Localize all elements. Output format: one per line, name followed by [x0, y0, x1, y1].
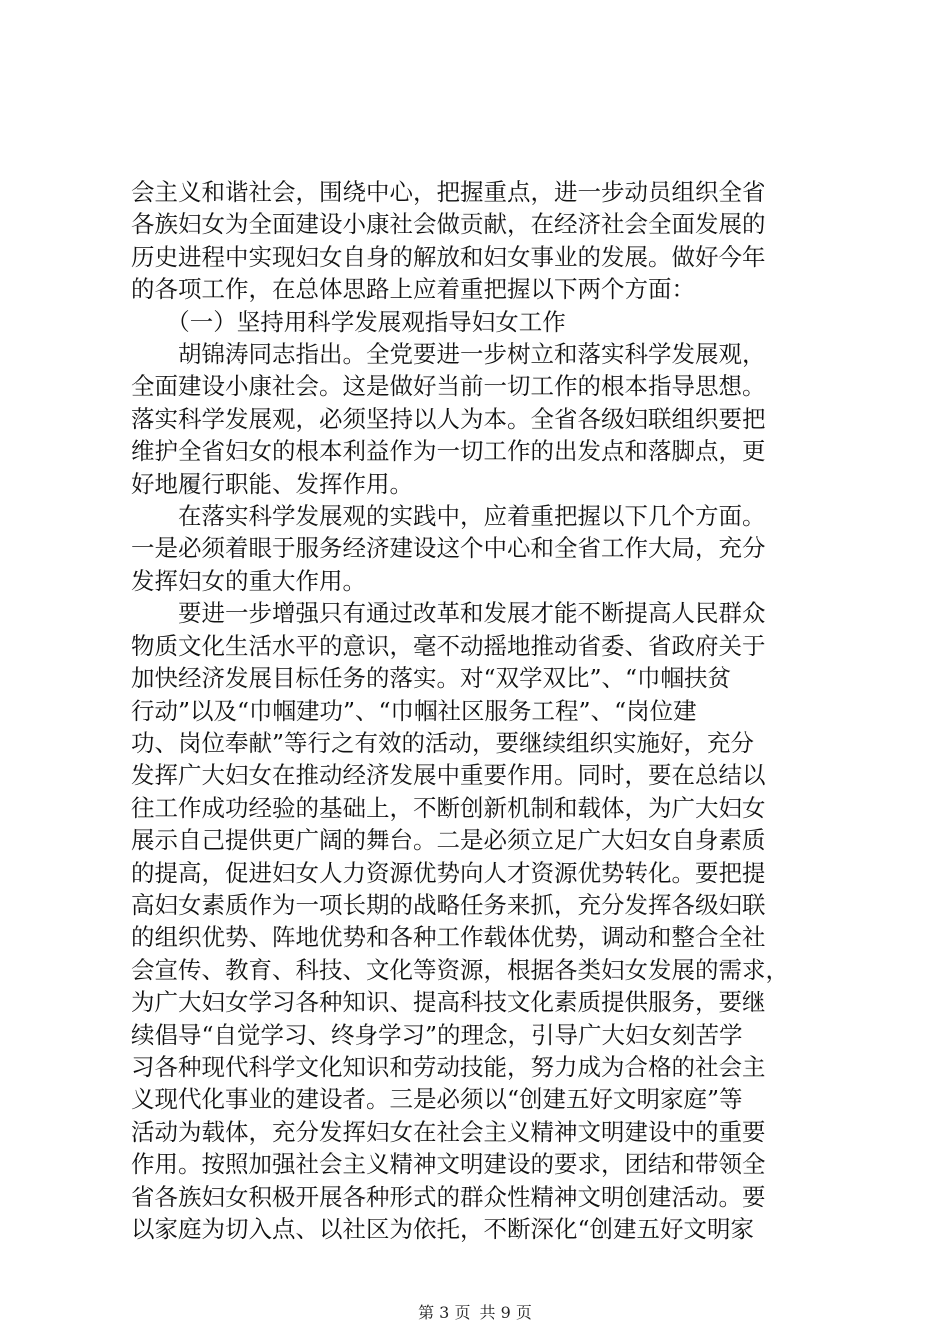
text-line: 历史进程中实现妇女自身的解放和妇女事业的发展。做好今年	[131, 242, 766, 271]
text-line: 物质文化生活水平的意识，毫不动摇地推动省委、省政府关于	[131, 631, 766, 660]
text-line: （一）坚持用科学发展观指导妇女工作	[131, 307, 566, 336]
text-line: 续倡导“自觉学习、终身学习”的理念，引导广大妇女刻苦学	[131, 1020, 743, 1049]
text-line: 加快经济发展目标任务的落实。对“双学双比”、“巾帼扶贫	[131, 664, 732, 693]
document-body	[131, 176, 831, 1245]
text-line: 以家庭为切入点、以社区为依托，不断深化“创建五好文明家	[131, 1215, 755, 1243]
text-line: 会宣传、教育、科技、文化等资源，根据各类妇女发展的需求，	[131, 955, 789, 984]
text-line: 高妇女素质作为一项长期的战略任务来抓，充分发挥各级妇联	[131, 890, 766, 919]
page-footer	[0, 1300, 950, 1323]
text-line: 为广大妇女学习各种知识、提高科技文化素质提供服务，要继	[131, 988, 766, 1017]
text-line: 各族妇女为全面建设小康社会做贡献，在经济社会全面发展的	[131, 210, 766, 239]
text-line: 维护全省妇女的根本利益作为一切工作的出发点和落脚点，更	[131, 437, 766, 466]
text-line: 功、岗位奉献”等行之有效的活动，要继续组织实施好，充分	[131, 728, 755, 757]
text-line: 作用。按照加强社会主义精神文明建设的要求，团结和带领全	[131, 1150, 766, 1179]
text-line: 在落实科学发展观的实践中，应着重把握以下几个方面。	[131, 502, 766, 531]
page-total: 共 9 页	[479, 1303, 532, 1322]
text-line: 往工作成功经验的基础上，不断创新机制和载体，为广大妇女	[131, 793, 766, 822]
text-line: 活动为载体，充分发挥妇女在社会主义精神文明建设中的重要	[131, 1117, 766, 1146]
text-line: 发挥妇女的重大作用。	[131, 566, 366, 595]
text-line: 的组织优势、阵地优势和各种工作载体优势，调动和整合全社	[131, 923, 766, 952]
text-line: 好地履行职能、发挥作用。	[131, 469, 413, 498]
text-line: 全面建设小康社会。这是做好当前一切工作的根本指导思想。	[131, 372, 766, 401]
text-line: 义现代化事业的建设者。三是必须以“创建五好文明家庭”等	[131, 1085, 743, 1114]
text-line: 省各族妇女积极开展各种形式的群众性精神文明创建活动。要	[131, 1182, 766, 1211]
page-number: 第 3 页	[418, 1303, 471, 1322]
text-line: 的各项工作，在总体思路上应着重把握以下两个方面：	[131, 275, 695, 304]
text-line: 一是必须着眼于服务经济建设这个中心和全省工作大局，充分	[131, 534, 766, 563]
text-line: 会主义和谐社会，围绕中心，把握重点，进一步动员组织全省	[131, 178, 766, 206]
text-line: 发挥广大妇女在推动经济发展中重要作用。同时，要在总结以	[131, 761, 766, 790]
text-line: 习各种现代科学文化知识和劳动技能，努力成为合格的社会主	[131, 1052, 766, 1081]
text-line: 行动”以及“巾帼建功”、“巾帼社区服务工程”、“岗位建	[131, 696, 697, 725]
text-line: 胡锦涛同志指出。全党要进一步树立和落实科学发展观，	[131, 340, 766, 369]
text-line: 要进一步增强只有通过改革和发展才能不断提高人民群众	[131, 599, 766, 628]
text-line: 展示自己提供更广阔的舞台。二是必须立足广大妇女自身素质	[131, 826, 766, 855]
text-line: 落实科学发展观，必须坚持以人为本。全省各级妇联组织要把	[131, 404, 766, 433]
text-line: 的提高，促进妇女人力资源优势向人才资源优势转化。要把提	[131, 858, 766, 887]
